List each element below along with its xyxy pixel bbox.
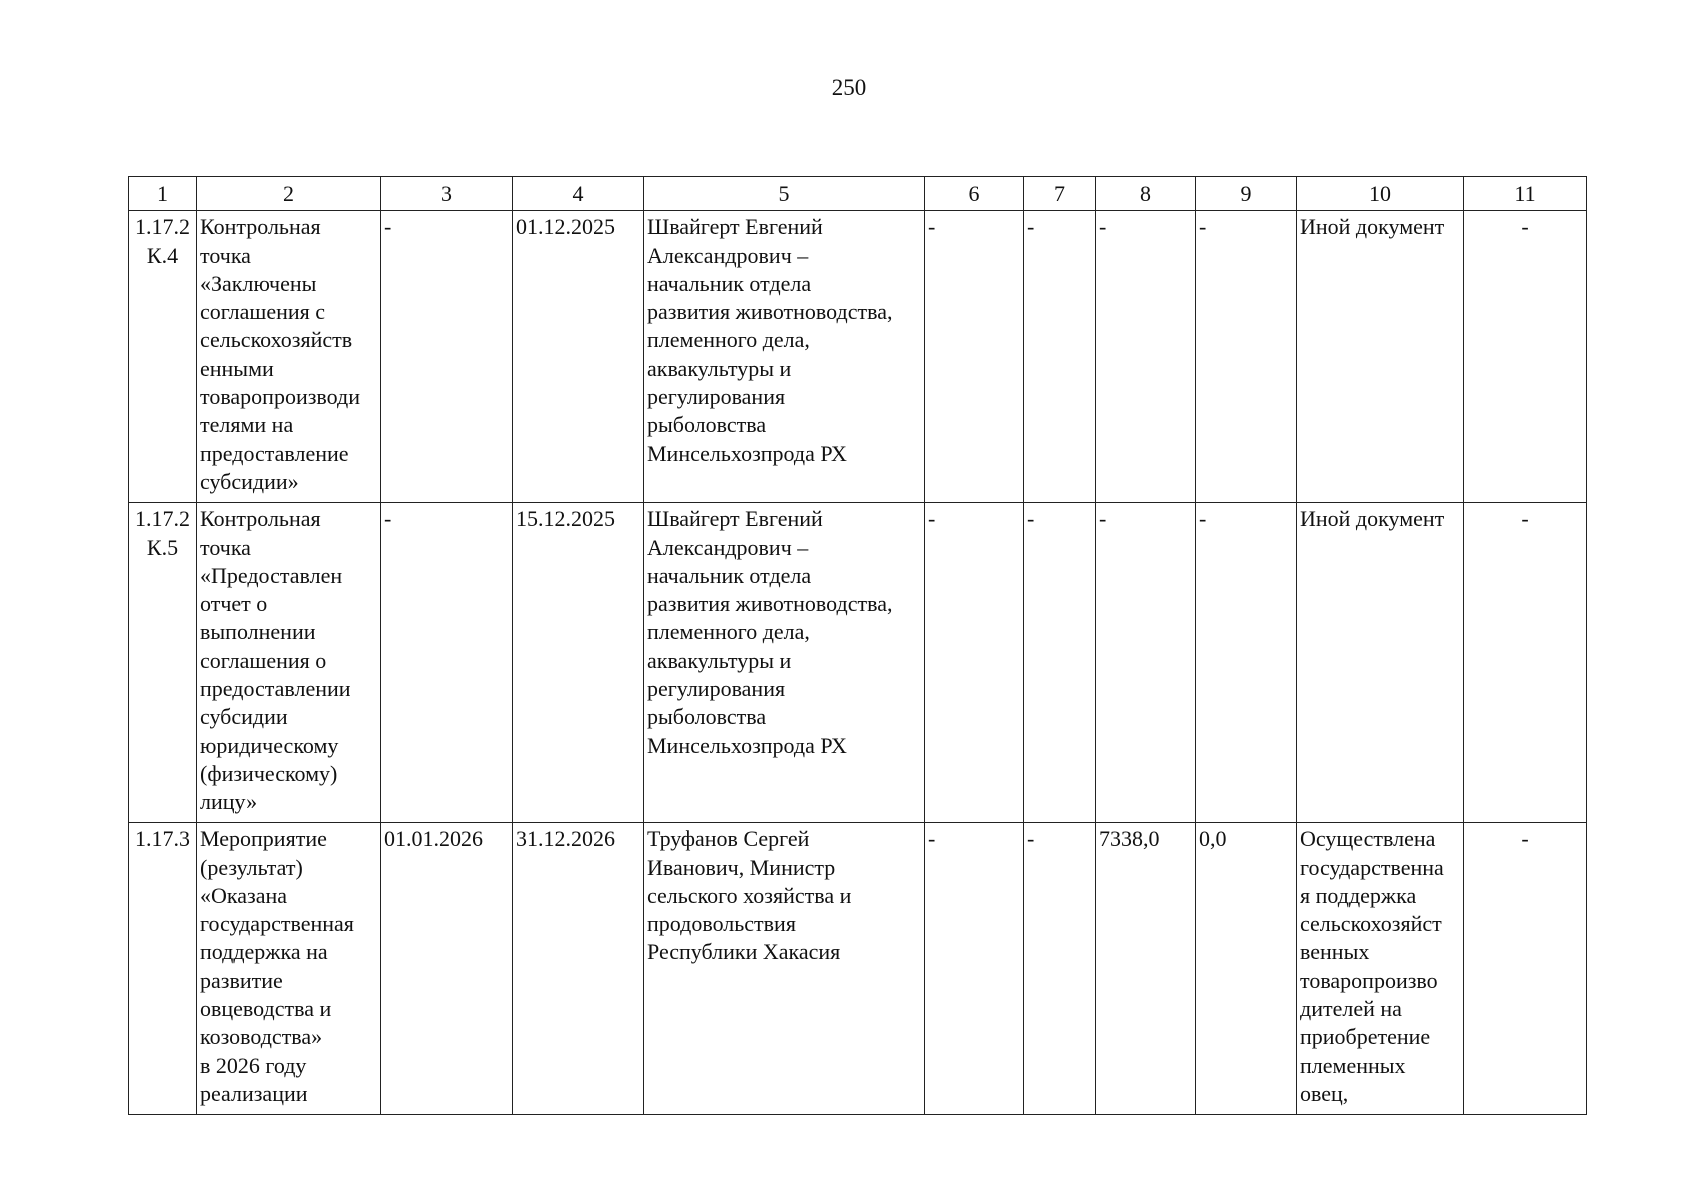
header-row: [129, 177, 1587, 211]
start-date: -: [381, 503, 513, 823]
header-col-7: 7: [1024, 177, 1096, 211]
header-col-9: 9: [1196, 177, 1297, 211]
col-6-value: -: [925, 503, 1024, 823]
responsible-person: Швайгерт Евгений Александрович – начальник отдела развития животноводства, племенного дела, аквакультуры и регулирования рыболовства Минсельхозпрода РХ: [644, 211, 925, 503]
start-date: 01.01.2026: [381, 823, 513, 1115]
header-col-1: 1: [129, 177, 197, 211]
header-col-10: 10: [1297, 177, 1464, 211]
row-number: 1.17.3: [129, 823, 197, 1115]
row-number: 1.17.2 К.4: [129, 211, 197, 503]
col-8-value: -: [1096, 503, 1196, 823]
col-11-value: -: [1464, 823, 1587, 1115]
funding-amount-2: 0,0: [1196, 823, 1297, 1115]
result-description: Осуществлена государственна я поддержка сельскохозяйст венных товаропроизво дителей на приобретение племенных овец,: [1297, 823, 1464, 1115]
header-col-3: 3: [381, 177, 513, 211]
end-date: 15.12.2025: [513, 503, 644, 823]
header-col-8: 8: [1096, 177, 1196, 211]
header-col-5: 5: [644, 177, 925, 211]
col-7-value: -: [1024, 823, 1096, 1115]
start-date: -: [381, 211, 513, 503]
header-col-2: 2: [197, 177, 381, 211]
row-number: 1.17.2 К.5: [129, 503, 197, 823]
document-type: Иной документ: [1297, 211, 1464, 503]
page-number: 250: [831, 75, 867, 100]
responsible-person: Швайгерт Евгений Александрович – начальник отдела развития животноводства, племенного дела, аквакультуры и регулирования рыболовства Минсельхозпрода РХ: [644, 503, 925, 823]
col-6-value: -: [925, 211, 1024, 503]
header-col-4: 4: [513, 177, 644, 211]
col-11-value: -: [1464, 503, 1587, 823]
end-date: 01.12.2025: [513, 211, 644, 503]
col-7-value: -: [1024, 211, 1096, 503]
col-9-value: -: [1196, 211, 1297, 503]
header-col-6: 6: [925, 177, 1024, 211]
col-6-value: -: [925, 823, 1024, 1115]
table-row: [129, 503, 1587, 823]
col-7-value: -: [1024, 503, 1096, 823]
end-date: 31.12.2026: [513, 823, 644, 1115]
col-11-value: -: [1464, 211, 1587, 503]
header-col-11: 11: [1464, 177, 1587, 211]
col-8-value: -: [1096, 211, 1196, 503]
table-row: [129, 211, 1587, 503]
responsible-person: Труфанов Сергей Иванович, Министр сельского хозяйства и продовольствия Республики Хакасия: [644, 823, 925, 1115]
plan-table: [128, 176, 1587, 1115]
col-9-value: -: [1196, 503, 1297, 823]
funding-amount: 7338,0: [1096, 823, 1196, 1115]
table-row: [129, 823, 1587, 1115]
document-type: Иной документ: [1297, 503, 1464, 823]
row-title: Контрольная точка «Заключены соглашения с сельскохозяйств енными товаропроизводи телями на предоставление субсидии»: [197, 211, 381, 503]
row-title: Контрольная точка «Предоставлен отчет о выполнении соглашения о предоставлении субсидии юридическому (физическому) лицу»: [197, 503, 381, 823]
row-title: Мероприятие (результат) «Оказана государственная поддержка на развитие овцеводства и козоводства» в 2026 году реализации: [197, 823, 381, 1115]
